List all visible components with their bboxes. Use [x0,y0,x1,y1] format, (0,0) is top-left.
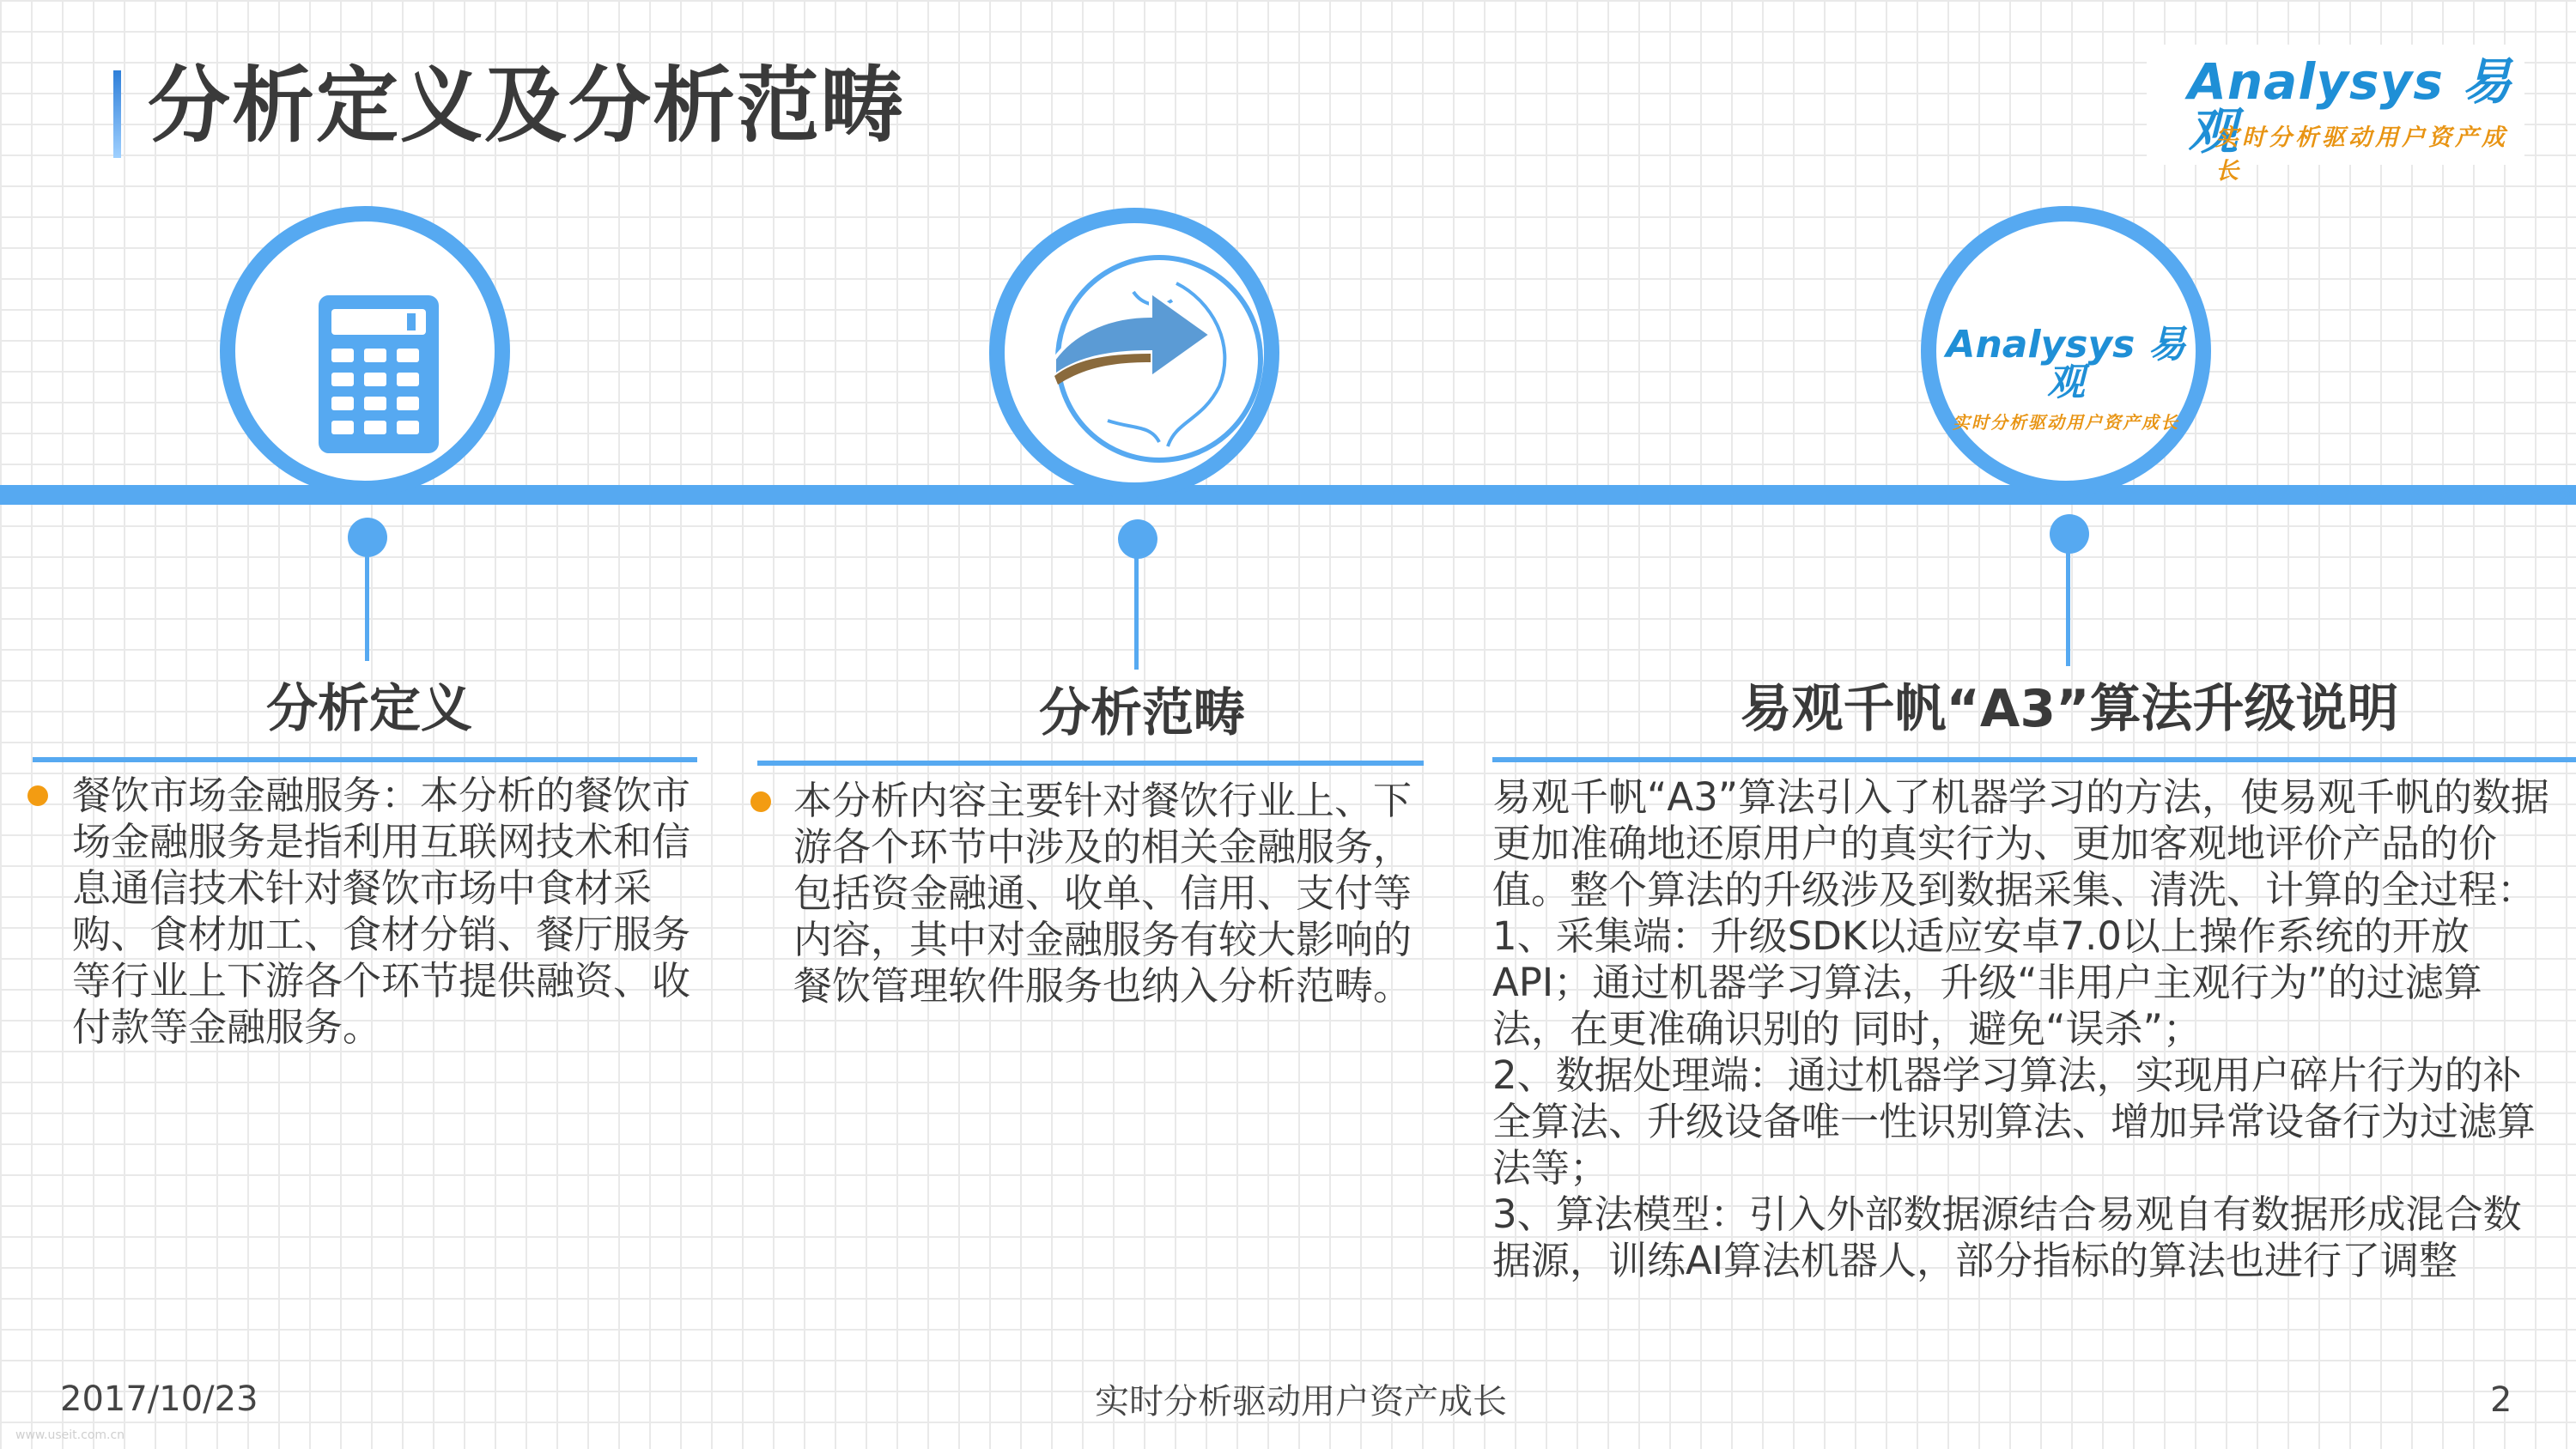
circle-a3-algorithm [1921,206,2211,496]
timeline-stem [2066,546,2070,666]
section-divider [1492,757,2576,762]
timeline-stem [365,549,369,661]
inner-logo-name: Analysys 易观 [1946,323,2186,404]
logo-name: Analysys 易观 [2188,52,2513,161]
a3-description [1492,774,2550,1284]
timeline-stem [1134,549,1139,670]
section-body: 餐饮市场金融服务：本分析的餐饮市场金融服务是指利用互联网技术和信息通信技术针对餐饮市场中食材采购、食材加工、食材分销、餐厅服务等行业上下游各个环节提供融资、收付款等金融服务。 [72,773,691,1050]
section-body: 本分析内容主要针对餐饮行业上、下游各个环节中涉及的相关金融服务，包括资金融通、收单、信用、支付等内容，其中对金融服务有较大影响的餐饮管理软件服务也纳入分析范畴。 [793,778,1413,1009]
section-divider [33,757,697,762]
section-heading: 分析定义 [266,679,472,739]
title-accent-bar [113,70,121,158]
circle-analysis-scope [989,208,1279,498]
a3-intro: 易观千帆“A3”算法引入了机器学习的方法，使易观千帆的数据更加准确地还原用户的真实行为、更加客观地评价产品的价值。整个算法的升级涉及到数据采集、清洗、计算的全过程： [1492,774,2550,912]
section-divider [757,761,1424,766]
bullet-icon [750,791,771,812]
globe-arrow-icon [1005,223,1264,482]
inner-logo-slogan: 实时分析驱动用户资产成长 [1953,412,2179,433]
footer-slogan: 实时分析驱动用户资产成长 [1095,1382,1507,1422]
section-heading: 分析范畴 [1039,683,1245,743]
logo-slogan: 实时分析驱动用户资产成长 [2215,124,2508,185]
footer-date: 2017/10/23 [60,1379,258,1419]
analysys-inner-logo [1937,323,2195,433]
a3-item-processing: 2、数据处理端：通过机器学习算法，实现用户碎片行为的补全算法、升级设备唯一性识别算法、增加异常设备行为过滤算法等； [1492,1052,2537,1191]
bullet-icon [27,785,48,806]
page-number: 2 [2490,1380,2512,1420]
circle-analysis-definition [220,206,510,496]
section-heading: 易观千帆“A3”算法升级说明 [1740,679,2399,739]
a3-item-model: 3、算法模型：引入外部数据源结合易观自有数据形成混合数据源，训练AI算法机器人，部分指标的算法也进行了调整 [1492,1191,2522,1283]
analysys-logo [2147,45,2524,185]
watermark: www.useit.com.cn [15,1428,125,1442]
page-title: 分析定义及分析范畴 [148,58,905,154]
a3-item-collection: 1、采集端：升级SDK以适应安卓7.0以上操作系统的开放API；通过机器学习算法，升级“非用户主观行为”的过滤算法，在更准确识别的 同时，避免“误杀”； [1492,913,2482,1052]
calculator-icon [235,221,495,481]
